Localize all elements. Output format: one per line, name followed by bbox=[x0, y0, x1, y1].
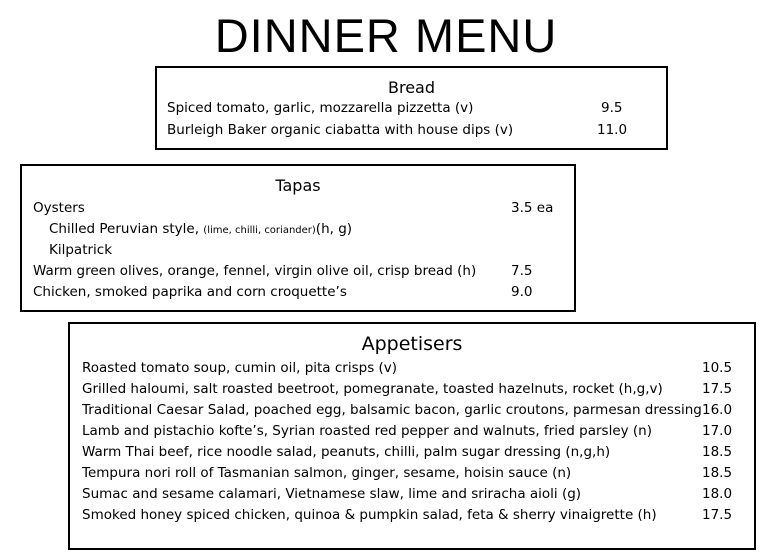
menu-item-description: Oysters bbox=[33, 200, 85, 216]
menu-item-price: 18.0 bbox=[702, 486, 733, 502]
variant-note: (lime, chilli, coriander) bbox=[203, 225, 316, 236]
menu-item-description: Burleigh Baker organic ciabatta with house dips (v) bbox=[167, 122, 514, 138]
menu-item-price: 7.5 bbox=[511, 263, 533, 279]
menu-item-description: Lamb and pistachio kofte’s, Syrian roasted red pepper and walnuts, fried parsley (n) bbox=[82, 423, 652, 439]
menu-item-description: Kilpatrick bbox=[49, 242, 113, 258]
menu-item-price: 18.5 bbox=[702, 444, 733, 460]
appetisers-heading: Appetisers bbox=[361, 333, 463, 355]
tapas-section bbox=[20, 164, 576, 312]
menu-item-price: 17.5 bbox=[702, 381, 733, 397]
menu-item-price: 3.5 ea bbox=[511, 200, 554, 216]
tapas-heading: Tapas bbox=[275, 176, 321, 195]
variant-dietary: (h, g) bbox=[315, 221, 353, 237]
menu-item-price: 17.5 bbox=[702, 507, 733, 523]
menu-item-description: Chicken, smoked paprika and corn croquette’s bbox=[33, 284, 347, 300]
variant-name: Chilled Peruvian style, bbox=[49, 221, 204, 237]
menu-item-price: 11.0 bbox=[597, 122, 628, 138]
menu-item-price: 18.5 bbox=[702, 465, 733, 481]
menu-item-description: Spiced tomato, garlic, mozzarella pizzetta (v) bbox=[167, 100, 474, 116]
menu-title: DINNER MENU bbox=[214, 9, 558, 62]
appetisers-section bbox=[68, 322, 756, 550]
menu-item-description: Smoked honey spiced chicken, quinoa & pumpkin salad, feta & sherry vinaigrette (h) bbox=[82, 507, 657, 523]
menu-item-description: Traditional Caesar Salad, poached egg, balsamic bacon, garlic croutons, parmesan dressing bbox=[82, 402, 702, 418]
menu-item-description: Sumac and sesame calamari, Vietnamese slaw, lime and sriracha aioli (g) bbox=[82, 486, 582, 502]
menu-item-description: Grilled haloumi, salt roasted beetroot, pomegranate, toasted hazelnuts, rocket (h,g,v) bbox=[82, 381, 663, 397]
menu-item-description: Warm Thai beef, rice noodle salad, peanuts, chilli, palm sugar dressing (n,g,h) bbox=[82, 444, 611, 460]
menu-item-price: 9.0 bbox=[511, 284, 533, 300]
menu-item-price: 16.0 bbox=[702, 402, 733, 418]
menu-item-price: 9.5 bbox=[601, 100, 623, 116]
bread-heading: Bread bbox=[387, 78, 435, 97]
menu-item-description: Roasted tomato soup, cumin oil, pita crisps (v) bbox=[82, 360, 398, 376]
bread-section bbox=[155, 66, 668, 150]
menu-item-description: Tempura nori roll of Tasmanian salmon, ginger, sesame, hoisin sauce (n) bbox=[82, 465, 572, 481]
menu-item-description: Warm green olives, orange, fennel, virgin olive oil, crisp bread (h) bbox=[33, 263, 477, 279]
menu-item-price: 17.0 bbox=[702, 423, 733, 439]
menu-item-description bbox=[49, 221, 352, 237]
menu-item-price: 10.5 bbox=[702, 360, 733, 376]
